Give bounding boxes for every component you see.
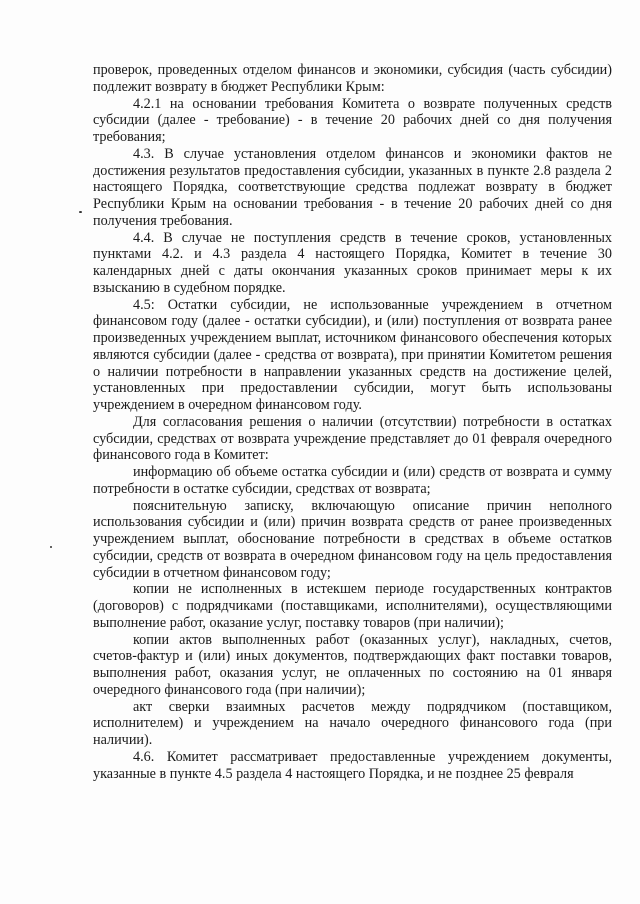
document-body — [93, 62, 612, 782]
paragraph-4-3: 4.3. В случае установления отделом финансов и экономики фактов не достижения результатов предоставления субсидии, указанных в пункте 2.8 раздела 2 настоящего Порядка, соответствующие средства подлежат возврату в бюджет Республики Крым на основании требования - в течение 20 рабочих дней со дня получения требования. — [93, 145, 612, 229]
scan-speck — [50, 546, 52, 548]
paragraph-4-6: 4.6. Комитет рассматривает предоставленные учреждением документы, указанные в пункте 4.5 раздела 4 настоящего Порядка, и не позднее 25 февраля — [93, 748, 612, 782]
paragraph-acts: копии актов выполненных работ (оказанных услуг), накладных, счетов, счетов-фактур и (или) иных документов, подтверждающих факт поставки товаров, выполнения работ, оказания услуг, не оплаченных по состоянию на 01 января очередного финансового года (при наличии); — [93, 631, 612, 698]
paragraph-reconciliation: акт сверки взаимных расчетов между подрядчиком (поставщиком, исполнителем) и учреждением на начало очередного финансового года (при наличии). — [93, 698, 612, 748]
paragraph-note: пояснительную записку, включающую описание причин неполного использования субсидии и (или) причин возврата средств от ранее произведенных учреждением выплат, обоснование потребности в средствах в объеме остатков субсидии, средств от возврата в очередном финансовом году на цель предоставления субсидии в отчетном финансовом году; — [93, 497, 612, 581]
scan-speck — [79, 211, 82, 213]
paragraph-contracts: копии не исполненных в истекшем периоде государственных контрактов (договоров) с подрядчиками (поставщиками, исполнителями), осуществляющими выполнение работ, оказание услуг, поставку товаров (при наличии); — [93, 581, 612, 631]
paragraph-0: проверок, проведенных отделом финансов и экономики, субсидия (часть субсидии) подлежит возврату в бюджет Республики Крым: — [93, 62, 612, 95]
paragraph-4-5: 4.5: Остатки субсидии, не использованные учреждением в отчетном финансовом году (далее - остатки субсидии), и (или) поступления от возврата ранее произведенных учреждением выплат, источником финансового обеспечения которых являются субсидии (далее - средства от возврата), при принятии Комитетом решения о наличии потребности в направлении указанных средств на достижение целей, установленных при предоставлении субсидии, могут быть использованы учреждением в очередном финансовом году. — [93, 296, 612, 413]
paragraph-4-4: 4.4. В случае не поступления средств в течение сроков, установленных пунктами 4.2. и 4.3 раздела 4 настоящего Порядка, Комитет в течение 30 календарных дней с даты окончания указанных сроков принимает меры к их взысканию в судебном порядке. — [93, 229, 612, 296]
paragraph-approval: Для согласования решения о наличии (отсутствии) потребности в остатках субсидии, средствах от возврата учреждение представляет до 01 февраля очередного финансового года в Комитет: — [93, 413, 612, 464]
paragraph-info: информацию об объеме остатка субсидии и (или) средств от возврата и сумму потребности в остатке субсидии, средствах от возврата; — [93, 464, 612, 497]
paragraph-4-2-1: 4.2.1 на основании требования Комитета о возврате полученных средств субсидии (далее - требование) - в течение 20 рабочих дней со дня получения требования; — [93, 95, 612, 145]
